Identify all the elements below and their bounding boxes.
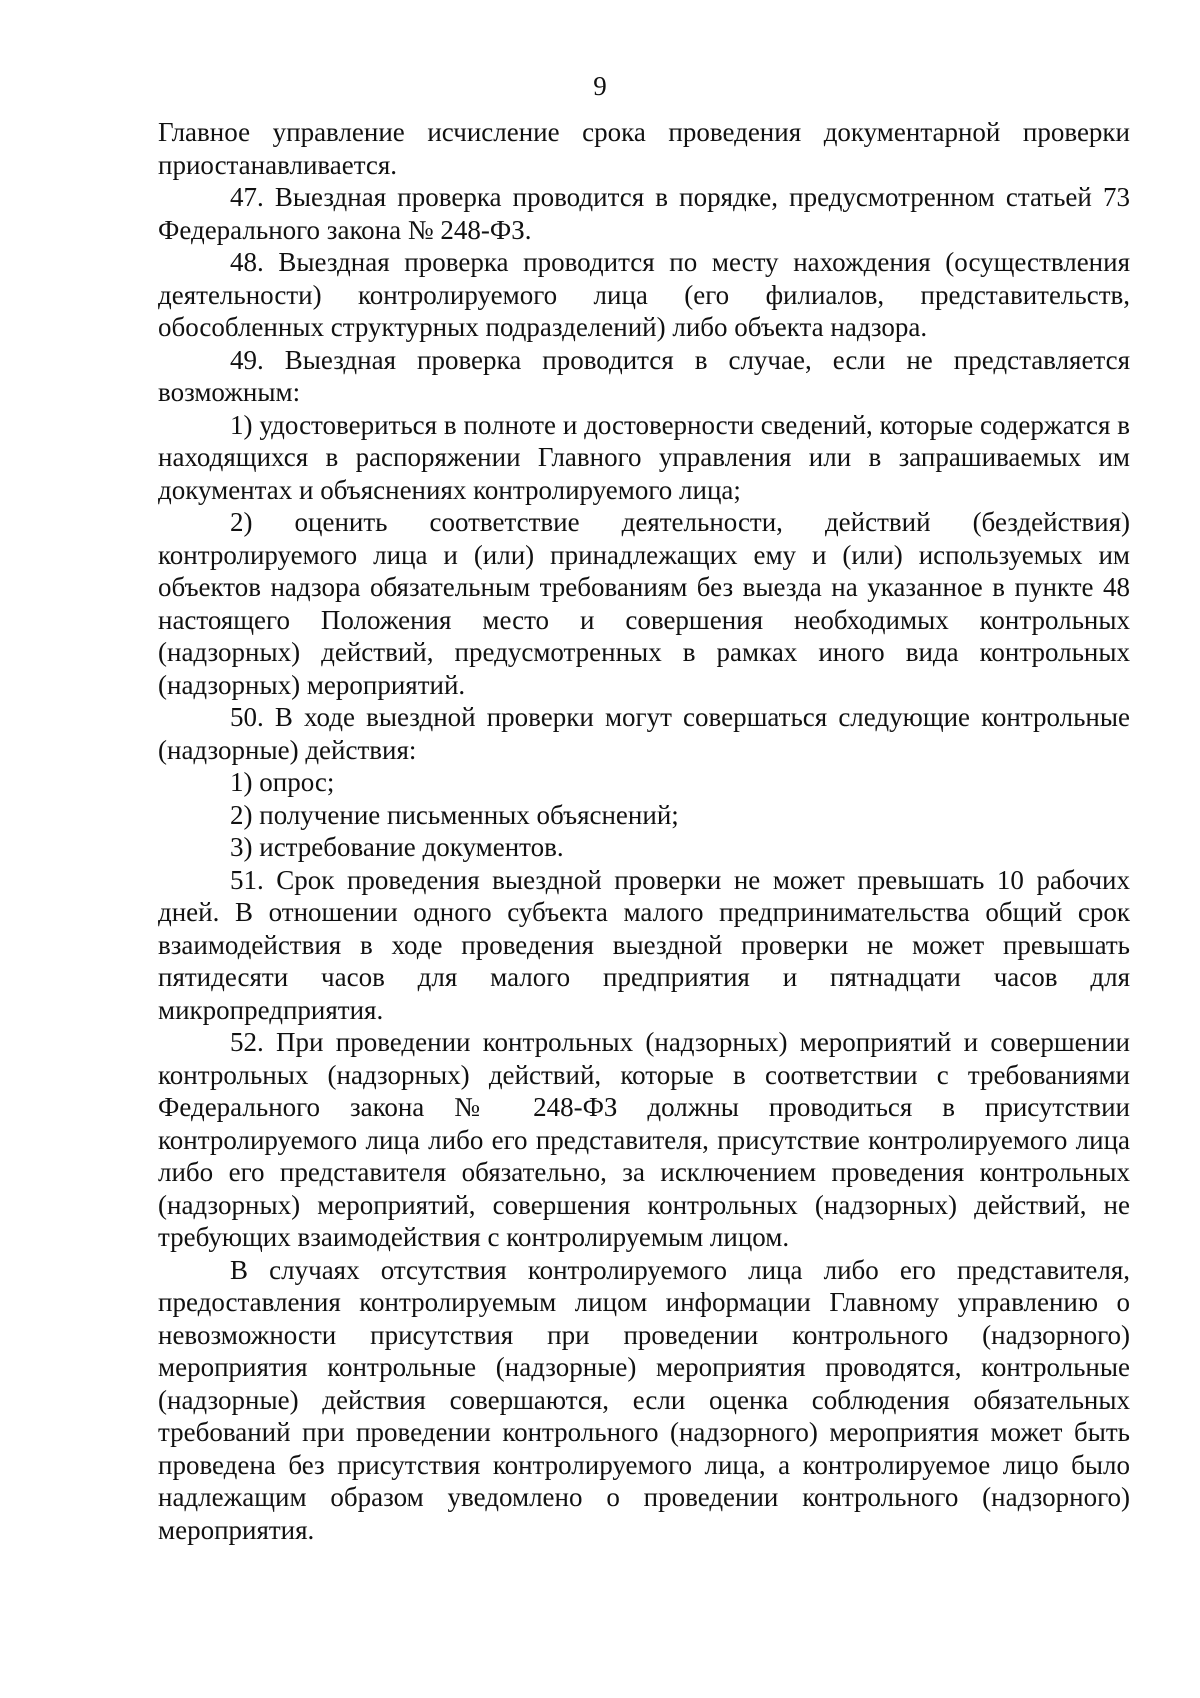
paragraph-51: 51. Срок проведения выездной проверки не может превышать 10 рабочих дней. В отношении одного субъекта малого предпринимательства общий срок взаимодействия в ходе проведения выездной проверки не может превышать пятидесяти часов для малого предприятия и пятнадцати часов для микропредприятия. bbox=[158, 864, 1130, 1025]
paragraph-50-item-3: 3) истребование документов. bbox=[230, 832, 564, 862]
paragraph-50-item-1: 1) опрос; bbox=[230, 767, 335, 797]
paragraph-47: 47. Выездная проверка проводится в порядке, предусмотренном статьей 73 Федерального закона № 248-ФЗ. bbox=[158, 182, 1130, 245]
page-number: 9 bbox=[593, 71, 607, 101]
paragraph-48: 48. Выездная проверка проводится по месту нахождения (осуществления деятельности) контролируемого лица (его филиалов, представительств, обособленных структурных подразделений) либо объекта надзора. bbox=[158, 247, 1130, 342]
paragraph-49-item-2: 2) оценить соответствие деятельности, действий (бездействия) контролируемого лица и (или) принадлежащих ему и (или) используемых им объектов надзора обязательным требованиям без выезда на указанное в пункте 48 настоящего Положения место и совершения необходимых контрольных (надзорных) действий, предусмотренных в рамках иного вида контрольных (надзорных) мероприятий. bbox=[158, 507, 1130, 700]
paragraph-49-item-1: 1) удостовериться в полноте и достоверности сведений, которые содержатся в находящихся в распоряжении Главного управления или в запрашиваемых им документах и объяснениях контролируемого лица; bbox=[158, 409, 1130, 505]
paragraph-50: 50. В ходе выездной проверки могут совершаться следующие контрольные (надзорные) действия: bbox=[158, 702, 1130, 765]
paragraph-52-continuation: В случаях отсутствия контролируемого лица либо его представителя, предоставления контролируемым лицом информации Главному управлению о невозможности присутствия при проведении контрольного (надзорного) мероприятия контрольные (надзорные) мероприятия проводятся, контрольные (надзорные) действия совершаются, если оценка соблюдения обязательных требований при проведении контрольного (надзорного) мероприятия может быть проведена без присутствия контролируемого лица, а контролируемое лицо было надлежащим образом уведомлено о проведении контрольного (надзорного) мероприятия. bbox=[158, 1254, 1130, 1545]
paragraph-49: 49. Выездная проверка проводится в случае, если не представляется возможным: bbox=[158, 344, 1130, 407]
paragraph-52: 52. При проведении контрольных (надзорных) мероприятий и совершении контрольных (надзорных) действий, которые в соответствии с требованиями Федерального закона № 248-ФЗ должны проводиться в присутствии контролируемого лица либо его представителя, присутствие контролируемого лица либо его представителя обязательно, за исключением проведения контрольных (надзорных) мероприятий, совершения контрольных (надзорных) действий, не требующих взаимодействия с контролируемым лицом. bbox=[158, 1027, 1130, 1252]
document-body bbox=[158, 116, 1130, 1546]
paragraph-50-item-2: 2) получение письменных объяснений; bbox=[230, 799, 679, 830]
paragraph-continuation: Главное управление исчисление срока проведения документарной проверки приостанавливается. bbox=[158, 117, 1130, 180]
